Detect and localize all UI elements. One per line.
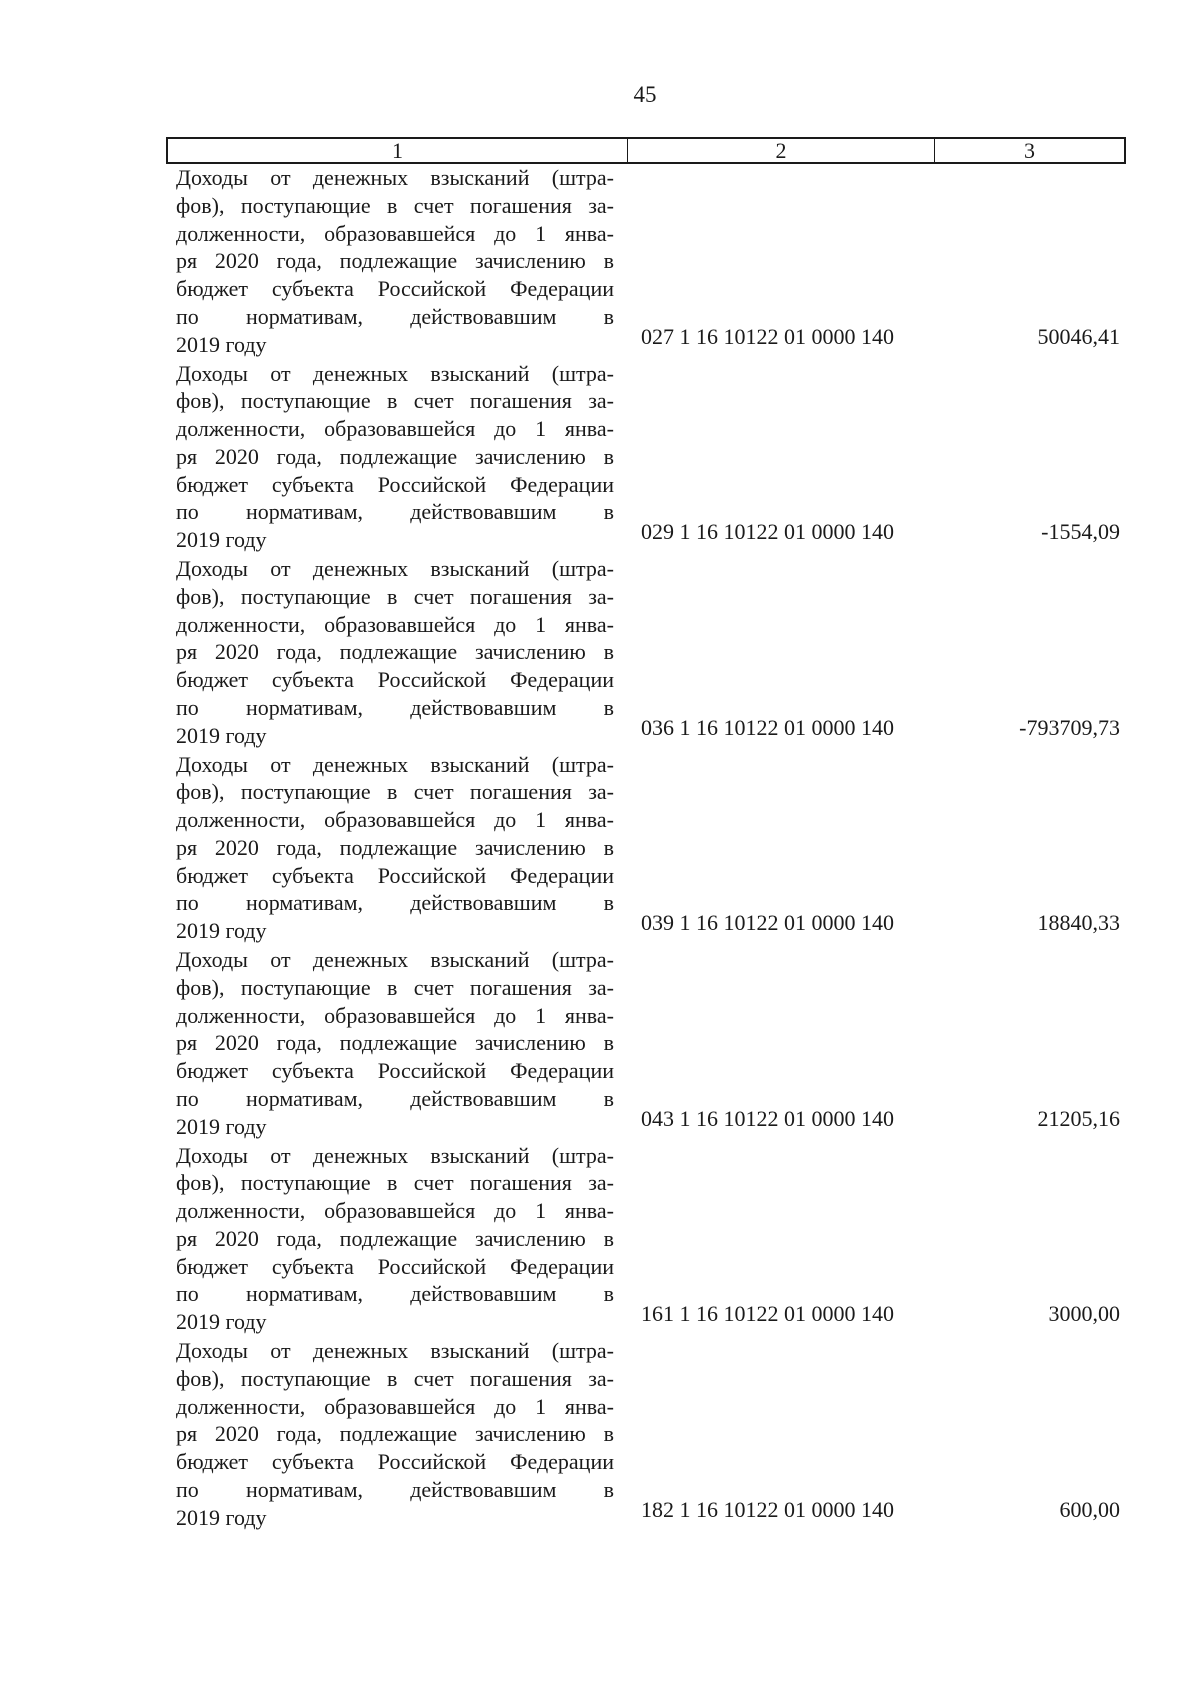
row-description (176, 1142, 614, 1337)
row-code: 043 1 16 10122 01 0000 140 (641, 1105, 894, 1131)
row-amount: 3000,00 (1048, 1301, 1120, 1326)
row-code: 036 1 16 10122 01 0000 140 (641, 714, 894, 740)
table-row (176, 360, 1126, 556)
description-line: долженности, образовавшейся до 1 янва- (176, 807, 614, 833)
row-code: 161 1 16 10122 01 0000 140 (641, 1301, 894, 1326)
row-description (176, 751, 614, 946)
row-amount: -793709,73 (1019, 714, 1120, 740)
row-amount: 21205,16 (1037, 1105, 1120, 1131)
header-col-3: 3 (1024, 138, 1035, 163)
row-code: 182 1 16 10122 01 0000 140 (641, 1496, 894, 1522)
description-line: Доходы от денежных взысканий (штра- (176, 751, 614, 777)
description-line: 2019 году (176, 1504, 267, 1530)
row-description (176, 946, 614, 1141)
table-row (176, 1337, 1126, 1533)
description-line: бюджет субъекта Российской Федерации (176, 471, 614, 497)
description-line: фов), поступающие в счет погашения за- (176, 974, 614, 1000)
row-code: 027 1 16 10122 01 0000 140 (641, 323, 894, 349)
row-amount: 600,00 (1059, 1496, 1120, 1522)
description-line: бюджет субъекта Российской Федерации (176, 667, 614, 693)
table-row (176, 1142, 1126, 1338)
row-amount: 18840,33 (1037, 910, 1120, 935)
description-line: по нормативам, действовавшим в (176, 694, 614, 720)
description-line: долженности, образовавшейся до 1 янва- (176, 416, 614, 442)
description-line: по нормативам, действовавшим в (176, 499, 614, 525)
description-line: по нормативам, действовавшим в (176, 1281, 614, 1307)
header-col-2: 2 (628, 139, 935, 162)
row-amount: 50046,41 (1037, 323, 1120, 349)
table-row (176, 751, 1126, 947)
description-line: долженности, образовавшейся до 1 янва- (176, 1198, 614, 1224)
description-line: бюджет субъекта Российской Федерации (176, 1253, 614, 1279)
description-line: Доходы от денежных взысканий (штра- (176, 1142, 614, 1168)
description-line: ря 2020 года, подлежащие зачислению в (176, 1225, 614, 1251)
description-line: 2019 году (176, 1309, 267, 1335)
description-line: ря 2020 года, подлежащие зачислению в (176, 443, 614, 469)
description-line: бюджет субъекта Российской Федерации (176, 1449, 614, 1475)
description-line: фов), поступающие в счет погашения за- (176, 1170, 614, 1196)
description-line: Доходы от денежных взысканий (штра- (176, 947, 614, 972)
page-number: 45 (633, 82, 657, 107)
description-line: бюджет субъекта Российской Федерации (176, 862, 614, 888)
description-line: долженности, образовавшейся до 1 янва- (176, 611, 614, 637)
description-line: 2019 году (176, 331, 267, 357)
description-line: Доходы от денежных взысканий (штра- (176, 360, 614, 386)
header-col-1: 1 (168, 139, 628, 162)
row-amount: -1554,09 (1041, 519, 1120, 544)
description-line: ря 2020 года, подлежащие зачислению в (176, 1421, 614, 1447)
row-code: 039 1 16 10122 01 0000 140 (641, 910, 894, 935)
description-line: по нормативам, действовавшим в (176, 1085, 614, 1111)
table-row (176, 164, 1126, 360)
row-description (176, 1337, 614, 1532)
description-line: долженности, образовавшейся до 1 янва- (176, 220, 614, 246)
description-line: фов), поступающие в счет погашения за- (176, 583, 614, 609)
description-line: 2019 году (176, 722, 267, 748)
description-line: бюджет субъекта Российской Федерации (176, 276, 614, 302)
description-line: Доходы от денежных взысканий (штра- (176, 1338, 614, 1363)
description-line: фов), поступающие в счет погашения за- (176, 388, 614, 414)
description-line: по нормативам, действовавшим в (176, 890, 614, 916)
description-line: 2019 году (176, 1113, 267, 1139)
description-line: долженности, образовавшейся до 1 янва- (176, 1393, 614, 1419)
description-line: 2019 году (176, 918, 267, 944)
description-line: фов), поступающие в счет погашения за- (176, 192, 614, 218)
table-row (176, 555, 1126, 751)
description-line: долженности, образовавшейся до 1 янва- (176, 1002, 614, 1028)
table-body (176, 164, 1126, 1533)
description-line: бюджет субъекта Российской Федерации (176, 1058, 614, 1084)
description-line: по нормативам, действовавшим в (176, 1476, 614, 1502)
description-line: по нормативам, действовавшим в (176, 303, 614, 329)
description-line: Доходы от денежных взысканий (штра- (176, 556, 614, 581)
row-description (176, 164, 614, 359)
description-line: 2019 году (176, 527, 267, 553)
description-line: ря 2020 года, подлежащие зачислению в (176, 834, 614, 860)
description-line: ря 2020 года, подлежащие зачислению в (176, 639, 614, 665)
table-header (166, 137, 1126, 164)
row-code: 029 1 16 10122 01 0000 140 (641, 519, 894, 544)
description-line: фов), поступающие в счет погашения за- (176, 1365, 614, 1391)
description-line: Доходы от денежных взысканий (штра- (176, 165, 614, 190)
description-line: ря 2020 года, подлежащие зачислению в (176, 248, 614, 274)
row-description (176, 555, 614, 750)
table-row (176, 946, 1126, 1142)
row-description (176, 360, 614, 555)
description-line: фов), поступающие в счет погашения за- (176, 779, 614, 805)
description-line: ря 2020 года, подлежащие зачислению в (176, 1030, 614, 1056)
